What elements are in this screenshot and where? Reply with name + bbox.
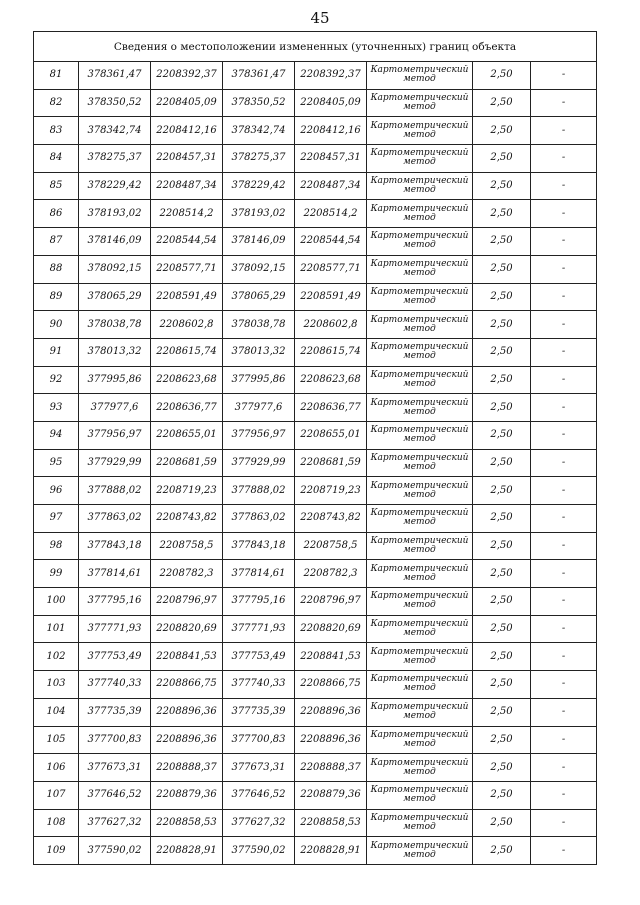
x-new-cell: 377863,02	[223, 505, 295, 533]
method-cell: Картометрический метод	[367, 809, 473, 837]
y-new-cell: 2208841,53	[295, 643, 367, 671]
y-existing-cell: 2208820,69	[151, 615, 223, 643]
precision-cell: 2,50	[473, 643, 531, 671]
point-number-cell: 104	[34, 698, 79, 726]
x-existing-cell: 378038,78	[79, 311, 151, 339]
precision-cell: 2,50	[473, 311, 531, 339]
x-existing-cell: 377590,02	[79, 837, 151, 865]
method-cell: Картометрический метод	[367, 62, 473, 90]
note-cell: -	[531, 505, 597, 533]
method-cell: Картометрический метод	[367, 172, 473, 200]
precision-cell: 2,50	[473, 394, 531, 422]
x-existing-cell: 377627,32	[79, 809, 151, 837]
y-new-cell: 2208544,54	[295, 228, 367, 256]
point-number-cell: 87	[34, 228, 79, 256]
method-cell: Картометрический метод	[367, 505, 473, 533]
y-new-cell: 2208392,37	[295, 62, 367, 90]
x-new-cell: 377735,39	[223, 698, 295, 726]
method-cell: Картометрический метод	[367, 449, 473, 477]
method-cell: Картометрический метод	[367, 366, 473, 394]
table-row	[34, 421, 597, 449]
precision-cell: 2,50	[473, 228, 531, 256]
x-new-cell: 377646,52	[223, 781, 295, 809]
y-existing-cell: 2208896,36	[151, 698, 223, 726]
precision-cell: 2,50	[473, 89, 531, 117]
x-existing-cell: 378342,74	[79, 117, 151, 145]
point-number-cell: 108	[34, 809, 79, 837]
table-header: Сведения о местоположении измененных (уточненных) границ объекта	[34, 32, 597, 62]
y-new-cell: 2208743,82	[295, 505, 367, 533]
y-new-cell: 2208820,69	[295, 615, 367, 643]
table-row	[34, 781, 597, 809]
table-row	[34, 62, 597, 90]
x-existing-cell: 377646,52	[79, 781, 151, 809]
method-cell: Картометрический метод	[367, 726, 473, 754]
method-cell: Картометрический метод	[367, 560, 473, 588]
point-number-cell: 94	[34, 421, 79, 449]
note-cell: -	[531, 781, 597, 809]
table-row	[34, 532, 597, 560]
y-new-cell: 2208879,36	[295, 781, 367, 809]
method-cell: Картометрический метод	[367, 117, 473, 145]
x-new-cell: 378229,42	[223, 172, 295, 200]
table-row	[34, 338, 597, 366]
note-cell: -	[531, 117, 597, 145]
method-cell: Картометрический метод	[367, 283, 473, 311]
y-existing-cell: 2208457,31	[151, 145, 223, 173]
point-number-cell: 85	[34, 172, 79, 200]
x-new-cell: 378361,47	[223, 62, 295, 90]
x-existing-cell: 378275,37	[79, 145, 151, 173]
method-cell: Картометрический метод	[367, 532, 473, 560]
x-existing-cell: 377735,39	[79, 698, 151, 726]
table-row	[34, 89, 597, 117]
y-new-cell: 2208405,09	[295, 89, 367, 117]
precision-cell: 2,50	[473, 560, 531, 588]
note-cell: -	[531, 200, 597, 228]
x-new-cell: 378013,32	[223, 338, 295, 366]
x-new-cell: 378275,37	[223, 145, 295, 173]
table-row	[34, 615, 597, 643]
y-new-cell: 2208655,01	[295, 421, 367, 449]
precision-cell: 2,50	[473, 505, 531, 533]
precision-cell: 2,50	[473, 421, 531, 449]
precision-cell: 2,50	[473, 62, 531, 90]
y-new-cell: 2208866,75	[295, 671, 367, 699]
y-new-cell: 2208782,3	[295, 560, 367, 588]
point-number-cell: 89	[34, 283, 79, 311]
y-new-cell: 2208487,34	[295, 172, 367, 200]
y-existing-cell: 2208743,82	[151, 505, 223, 533]
method-cell: Картометрический метод	[367, 781, 473, 809]
x-existing-cell: 377929,99	[79, 449, 151, 477]
precision-cell: 2,50	[473, 671, 531, 699]
x-new-cell: 378342,74	[223, 117, 295, 145]
table-row	[34, 505, 597, 533]
x-new-cell: 377995,86	[223, 366, 295, 394]
precision-cell: 2,50	[473, 117, 531, 145]
y-existing-cell: 2208544,54	[151, 228, 223, 256]
x-new-cell: 377814,61	[223, 560, 295, 588]
method-cell: Картометрический метод	[367, 311, 473, 339]
point-number-cell: 96	[34, 477, 79, 505]
table-row	[34, 588, 597, 616]
y-new-cell: 2208591,49	[295, 283, 367, 311]
note-cell: -	[531, 366, 597, 394]
method-cell: Картометрический метод	[367, 394, 473, 422]
method-cell: Картометрический метод	[367, 338, 473, 366]
y-new-cell: 2208758,5	[295, 532, 367, 560]
precision-cell: 2,50	[473, 145, 531, 173]
precision-cell: 2,50	[473, 338, 531, 366]
table-row	[34, 698, 597, 726]
point-number-cell: 98	[34, 532, 79, 560]
precision-cell: 2,50	[473, 283, 531, 311]
precision-cell: 2,50	[473, 477, 531, 505]
y-existing-cell: 2208591,49	[151, 283, 223, 311]
point-number-cell: 101	[34, 615, 79, 643]
y-new-cell: 2208602,8	[295, 311, 367, 339]
precision-cell: 2,50	[473, 172, 531, 200]
x-existing-cell: 377814,61	[79, 560, 151, 588]
y-existing-cell: 2208577,71	[151, 255, 223, 283]
point-number-cell: 93	[34, 394, 79, 422]
note-cell: -	[531, 228, 597, 256]
x-existing-cell: 378229,42	[79, 172, 151, 200]
boundary-coordinates-table	[33, 31, 597, 865]
point-number-cell: 106	[34, 754, 79, 782]
x-existing-cell: 378146,09	[79, 228, 151, 256]
y-existing-cell: 2208879,36	[151, 781, 223, 809]
note-cell: -	[531, 477, 597, 505]
x-existing-cell: 377795,16	[79, 588, 151, 616]
point-number-cell: 81	[34, 62, 79, 90]
y-existing-cell: 2208514,2	[151, 200, 223, 228]
method-cell: Картометрический метод	[367, 228, 473, 256]
table-body	[34, 62, 597, 865]
point-number-cell: 103	[34, 671, 79, 699]
note-cell: -	[531, 62, 597, 90]
x-new-cell: 378146,09	[223, 228, 295, 256]
y-new-cell: 2208888,37	[295, 754, 367, 782]
table-row	[34, 809, 597, 837]
method-cell: Картометрический метод	[367, 255, 473, 283]
x-new-cell: 378350,52	[223, 89, 295, 117]
precision-cell: 2,50	[473, 366, 531, 394]
x-new-cell: 377929,99	[223, 449, 295, 477]
note-cell: -	[531, 809, 597, 837]
note-cell: -	[531, 145, 597, 173]
y-existing-cell: 2208392,37	[151, 62, 223, 90]
precision-cell: 2,50	[473, 449, 531, 477]
precision-cell: 2,50	[473, 837, 531, 865]
point-number-cell: 91	[34, 338, 79, 366]
x-new-cell: 377888,02	[223, 477, 295, 505]
note-cell: -	[531, 532, 597, 560]
table-row	[34, 643, 597, 671]
x-existing-cell: 378065,29	[79, 283, 151, 311]
y-new-cell: 2208636,77	[295, 394, 367, 422]
x-existing-cell: 378013,32	[79, 338, 151, 366]
y-new-cell: 2208514,2	[295, 200, 367, 228]
table-row	[34, 837, 597, 865]
point-number-cell: 90	[34, 311, 79, 339]
note-cell: -	[531, 754, 597, 782]
note-cell: -	[531, 255, 597, 283]
table-row	[34, 200, 597, 228]
y-new-cell: 2208615,74	[295, 338, 367, 366]
x-existing-cell: 377753,49	[79, 643, 151, 671]
y-existing-cell: 2208896,36	[151, 726, 223, 754]
y-existing-cell: 2208681,59	[151, 449, 223, 477]
point-number-cell: 105	[34, 726, 79, 754]
point-number-cell: 86	[34, 200, 79, 228]
table-row	[34, 255, 597, 283]
y-new-cell: 2208896,36	[295, 726, 367, 754]
point-number-cell: 92	[34, 366, 79, 394]
note-cell: -	[531, 837, 597, 865]
y-new-cell: 2208896,36	[295, 698, 367, 726]
method-cell: Картометрический метод	[367, 477, 473, 505]
table-row	[34, 366, 597, 394]
y-new-cell: 2208796,97	[295, 588, 367, 616]
table-row	[34, 145, 597, 173]
x-existing-cell: 378092,15	[79, 255, 151, 283]
y-existing-cell: 2208858,53	[151, 809, 223, 837]
note-cell: -	[531, 89, 597, 117]
x-existing-cell: 377740,33	[79, 671, 151, 699]
precision-cell: 2,50	[473, 726, 531, 754]
y-existing-cell: 2208758,5	[151, 532, 223, 560]
table-row	[34, 754, 597, 782]
table-row	[34, 726, 597, 754]
method-cell: Картометрический метод	[367, 698, 473, 726]
table-row	[34, 560, 597, 588]
table-row	[34, 283, 597, 311]
method-cell: Картометрический метод	[367, 145, 473, 173]
y-existing-cell: 2208866,75	[151, 671, 223, 699]
x-existing-cell: 378350,52	[79, 89, 151, 117]
x-existing-cell: 377863,02	[79, 505, 151, 533]
method-cell: Картометрический метод	[367, 754, 473, 782]
x-new-cell: 377753,49	[223, 643, 295, 671]
note-cell: -	[531, 698, 597, 726]
x-existing-cell: 377977,6	[79, 394, 151, 422]
precision-cell: 2,50	[473, 809, 531, 837]
y-existing-cell: 2208841,53	[151, 643, 223, 671]
table-row	[34, 228, 597, 256]
note-cell: -	[531, 394, 597, 422]
precision-cell: 2,50	[473, 698, 531, 726]
precision-cell: 2,50	[473, 615, 531, 643]
x-existing-cell: 378361,47	[79, 62, 151, 90]
y-existing-cell: 2208719,23	[151, 477, 223, 505]
y-existing-cell: 2208655,01	[151, 421, 223, 449]
y-existing-cell: 2208615,74	[151, 338, 223, 366]
x-existing-cell: 377700,83	[79, 726, 151, 754]
page-number: 45	[310, 9, 330, 27]
x-new-cell: 378038,78	[223, 311, 295, 339]
x-new-cell: 377956,97	[223, 421, 295, 449]
table-header-row	[34, 32, 597, 62]
y-existing-cell: 2208636,77	[151, 394, 223, 422]
note-cell: -	[531, 560, 597, 588]
point-number-cell: 84	[34, 145, 79, 173]
x-new-cell: 377771,93	[223, 615, 295, 643]
method-cell: Картометрический метод	[367, 89, 473, 117]
table-row	[34, 671, 597, 699]
table-row	[34, 477, 597, 505]
y-new-cell: 2208719,23	[295, 477, 367, 505]
note-cell: -	[531, 449, 597, 477]
note-cell: -	[531, 588, 597, 616]
table-row	[34, 394, 597, 422]
point-number-cell: 102	[34, 643, 79, 671]
note-cell: -	[531, 643, 597, 671]
x-existing-cell: 377771,93	[79, 615, 151, 643]
note-cell: -	[531, 615, 597, 643]
x-existing-cell: 377956,97	[79, 421, 151, 449]
table-row	[34, 449, 597, 477]
x-new-cell: 377673,31	[223, 754, 295, 782]
point-number-cell: 95	[34, 449, 79, 477]
table-row	[34, 311, 597, 339]
precision-cell: 2,50	[473, 255, 531, 283]
y-new-cell: 2208457,31	[295, 145, 367, 173]
note-cell: -	[531, 172, 597, 200]
x-new-cell: 378092,15	[223, 255, 295, 283]
method-cell: Картометрический метод	[367, 837, 473, 865]
x-existing-cell: 378193,02	[79, 200, 151, 228]
note-cell: -	[531, 726, 597, 754]
point-number-cell: 88	[34, 255, 79, 283]
y-new-cell: 2208681,59	[295, 449, 367, 477]
y-existing-cell: 2208782,3	[151, 560, 223, 588]
point-number-cell: 83	[34, 117, 79, 145]
y-existing-cell: 2208487,34	[151, 172, 223, 200]
point-number-cell: 107	[34, 781, 79, 809]
point-number-cell: 109	[34, 837, 79, 865]
y-existing-cell: 2208796,97	[151, 588, 223, 616]
y-new-cell: 2208412,16	[295, 117, 367, 145]
x-new-cell: 377843,18	[223, 532, 295, 560]
table-row	[34, 172, 597, 200]
point-number-cell: 97	[34, 505, 79, 533]
note-cell: -	[531, 311, 597, 339]
table-row	[34, 117, 597, 145]
x-new-cell: 377590,02	[223, 837, 295, 865]
y-new-cell: 2208828,91	[295, 837, 367, 865]
x-existing-cell: 377843,18	[79, 532, 151, 560]
x-new-cell: 377627,32	[223, 809, 295, 837]
x-new-cell: 377795,16	[223, 588, 295, 616]
precision-cell: 2,50	[473, 200, 531, 228]
y-existing-cell: 2208602,8	[151, 311, 223, 339]
method-cell: Картометрический метод	[367, 588, 473, 616]
x-existing-cell: 377995,86	[79, 366, 151, 394]
method-cell: Картометрический метод	[367, 615, 473, 643]
method-cell: Картометрический метод	[367, 643, 473, 671]
precision-cell: 2,50	[473, 588, 531, 616]
x-new-cell: 378193,02	[223, 200, 295, 228]
y-new-cell: 2208858,53	[295, 809, 367, 837]
y-existing-cell: 2208828,91	[151, 837, 223, 865]
x-existing-cell: 377888,02	[79, 477, 151, 505]
y-new-cell: 2208577,71	[295, 255, 367, 283]
x-new-cell: 377977,6	[223, 394, 295, 422]
point-number-cell: 100	[34, 588, 79, 616]
note-cell: -	[531, 421, 597, 449]
point-number-cell: 99	[34, 560, 79, 588]
note-cell: -	[531, 283, 597, 311]
note-cell: -	[531, 671, 597, 699]
method-cell: Картометрический метод	[367, 421, 473, 449]
precision-cell: 2,50	[473, 754, 531, 782]
y-existing-cell: 2208623,68	[151, 366, 223, 394]
method-cell: Картометрический метод	[367, 200, 473, 228]
y-existing-cell: 2208412,16	[151, 117, 223, 145]
precision-cell: 2,50	[473, 781, 531, 809]
x-new-cell: 377700,83	[223, 726, 295, 754]
y-existing-cell: 2208405,09	[151, 89, 223, 117]
x-existing-cell: 377673,31	[79, 754, 151, 782]
y-new-cell: 2208623,68	[295, 366, 367, 394]
y-existing-cell: 2208888,37	[151, 754, 223, 782]
x-new-cell: 378065,29	[223, 283, 295, 311]
precision-cell: 2,50	[473, 532, 531, 560]
point-number-cell: 82	[34, 89, 79, 117]
x-new-cell: 377740,33	[223, 671, 295, 699]
method-cell: Картометрический метод	[367, 671, 473, 699]
note-cell: -	[531, 338, 597, 366]
